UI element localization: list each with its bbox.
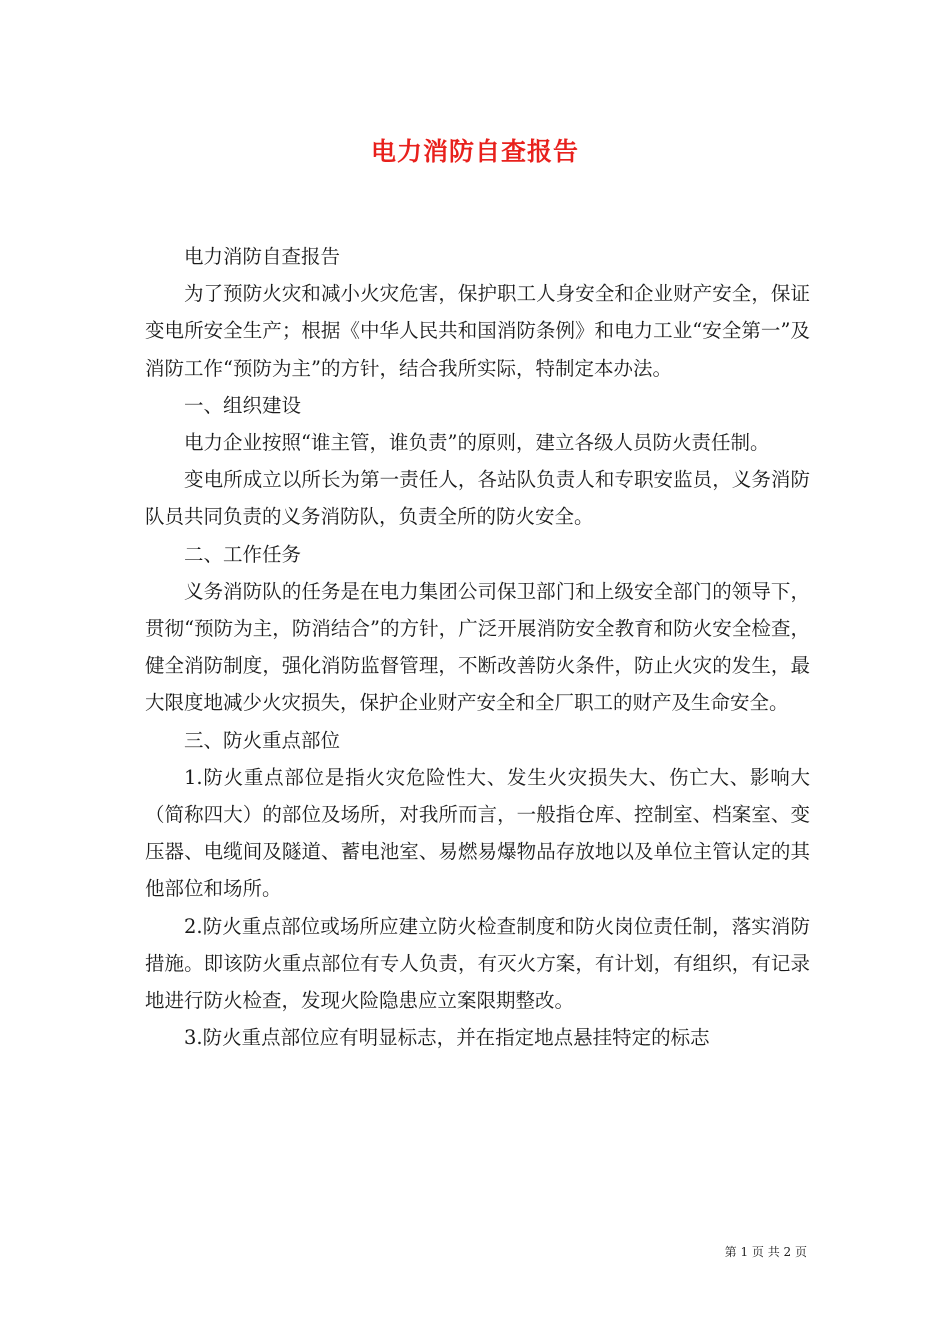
section-heading-organization: 一、组织建设 [184, 393, 302, 417]
list-item: 1.防火重点部位是指火灾危险性大、发生火灾损失大、伤亡大、影响大（简称四大）的部位及场所，对我所而言，一般指仓库、控制室、档案室、变压器、电缆间及隧道、蓄电池室、易燃易爆物品存放地以及单位主管认定的其他部位和场所。 [145, 765, 810, 901]
paragraph: 变电所成立以所长为第一责任人，各站队负责人和专职安监员，义务消防队员共同负责的义务消防队，负责全所的防火安全。 [145, 468, 810, 529]
page-number: 第 1 页 共 2 页 [724, 1245, 807, 1259]
paragraph: 电力企业按照“谁主管，谁负责”的原则，建立各级人员防火责任制。 [184, 431, 770, 455]
paragraph-intro: 为了预防火灾和减小火灾危害，保护职工人身安全和企业财产安全，保证变电所安全生产；根据《中华人民共和国消防条例》和电力工业“安全第一”及消防工作“预防为主”的方针，结合我所实际，特制定本办法。 [145, 282, 810, 380]
document-title: 电力消防自查报告 [370, 137, 579, 166]
section-heading-tasks: 二、工作任务 [184, 542, 302, 566]
list-item: 3.防火重点部位应有明显标志，并在指定地点悬挂特定的标志 [184, 1026, 710, 1050]
paragraph-heading: 电力消防自查报告 [184, 245, 341, 268]
document-body [145, 238, 810, 1056]
paragraph: 义务消防队的任务是在电力集团公司保卫部门和上级安全部门的领导下，贯彻“预防为主，防消结合”的方针，广泛开展消防安全教育和防火安全检查，健全消防制度，强化消防监督管理，不断改善防火条件，防止火灾的发生，最大限度地减少火灾损失，保护企业财产安全和全厂职工的财产及生命安全。 [145, 579, 810, 715]
list-item: 2.防火重点部位或场所应建立防火检查制度和防火岗位责任制，落实消防措施。即该防火重点部位有专人负责，有灭火方案，有计划，有组织，有记录地进行防火检查，发现火险隐患应立案限期整改。 [145, 914, 810, 1013]
section-heading-key-locations: 三、防火重点部位 [184, 728, 341, 752]
